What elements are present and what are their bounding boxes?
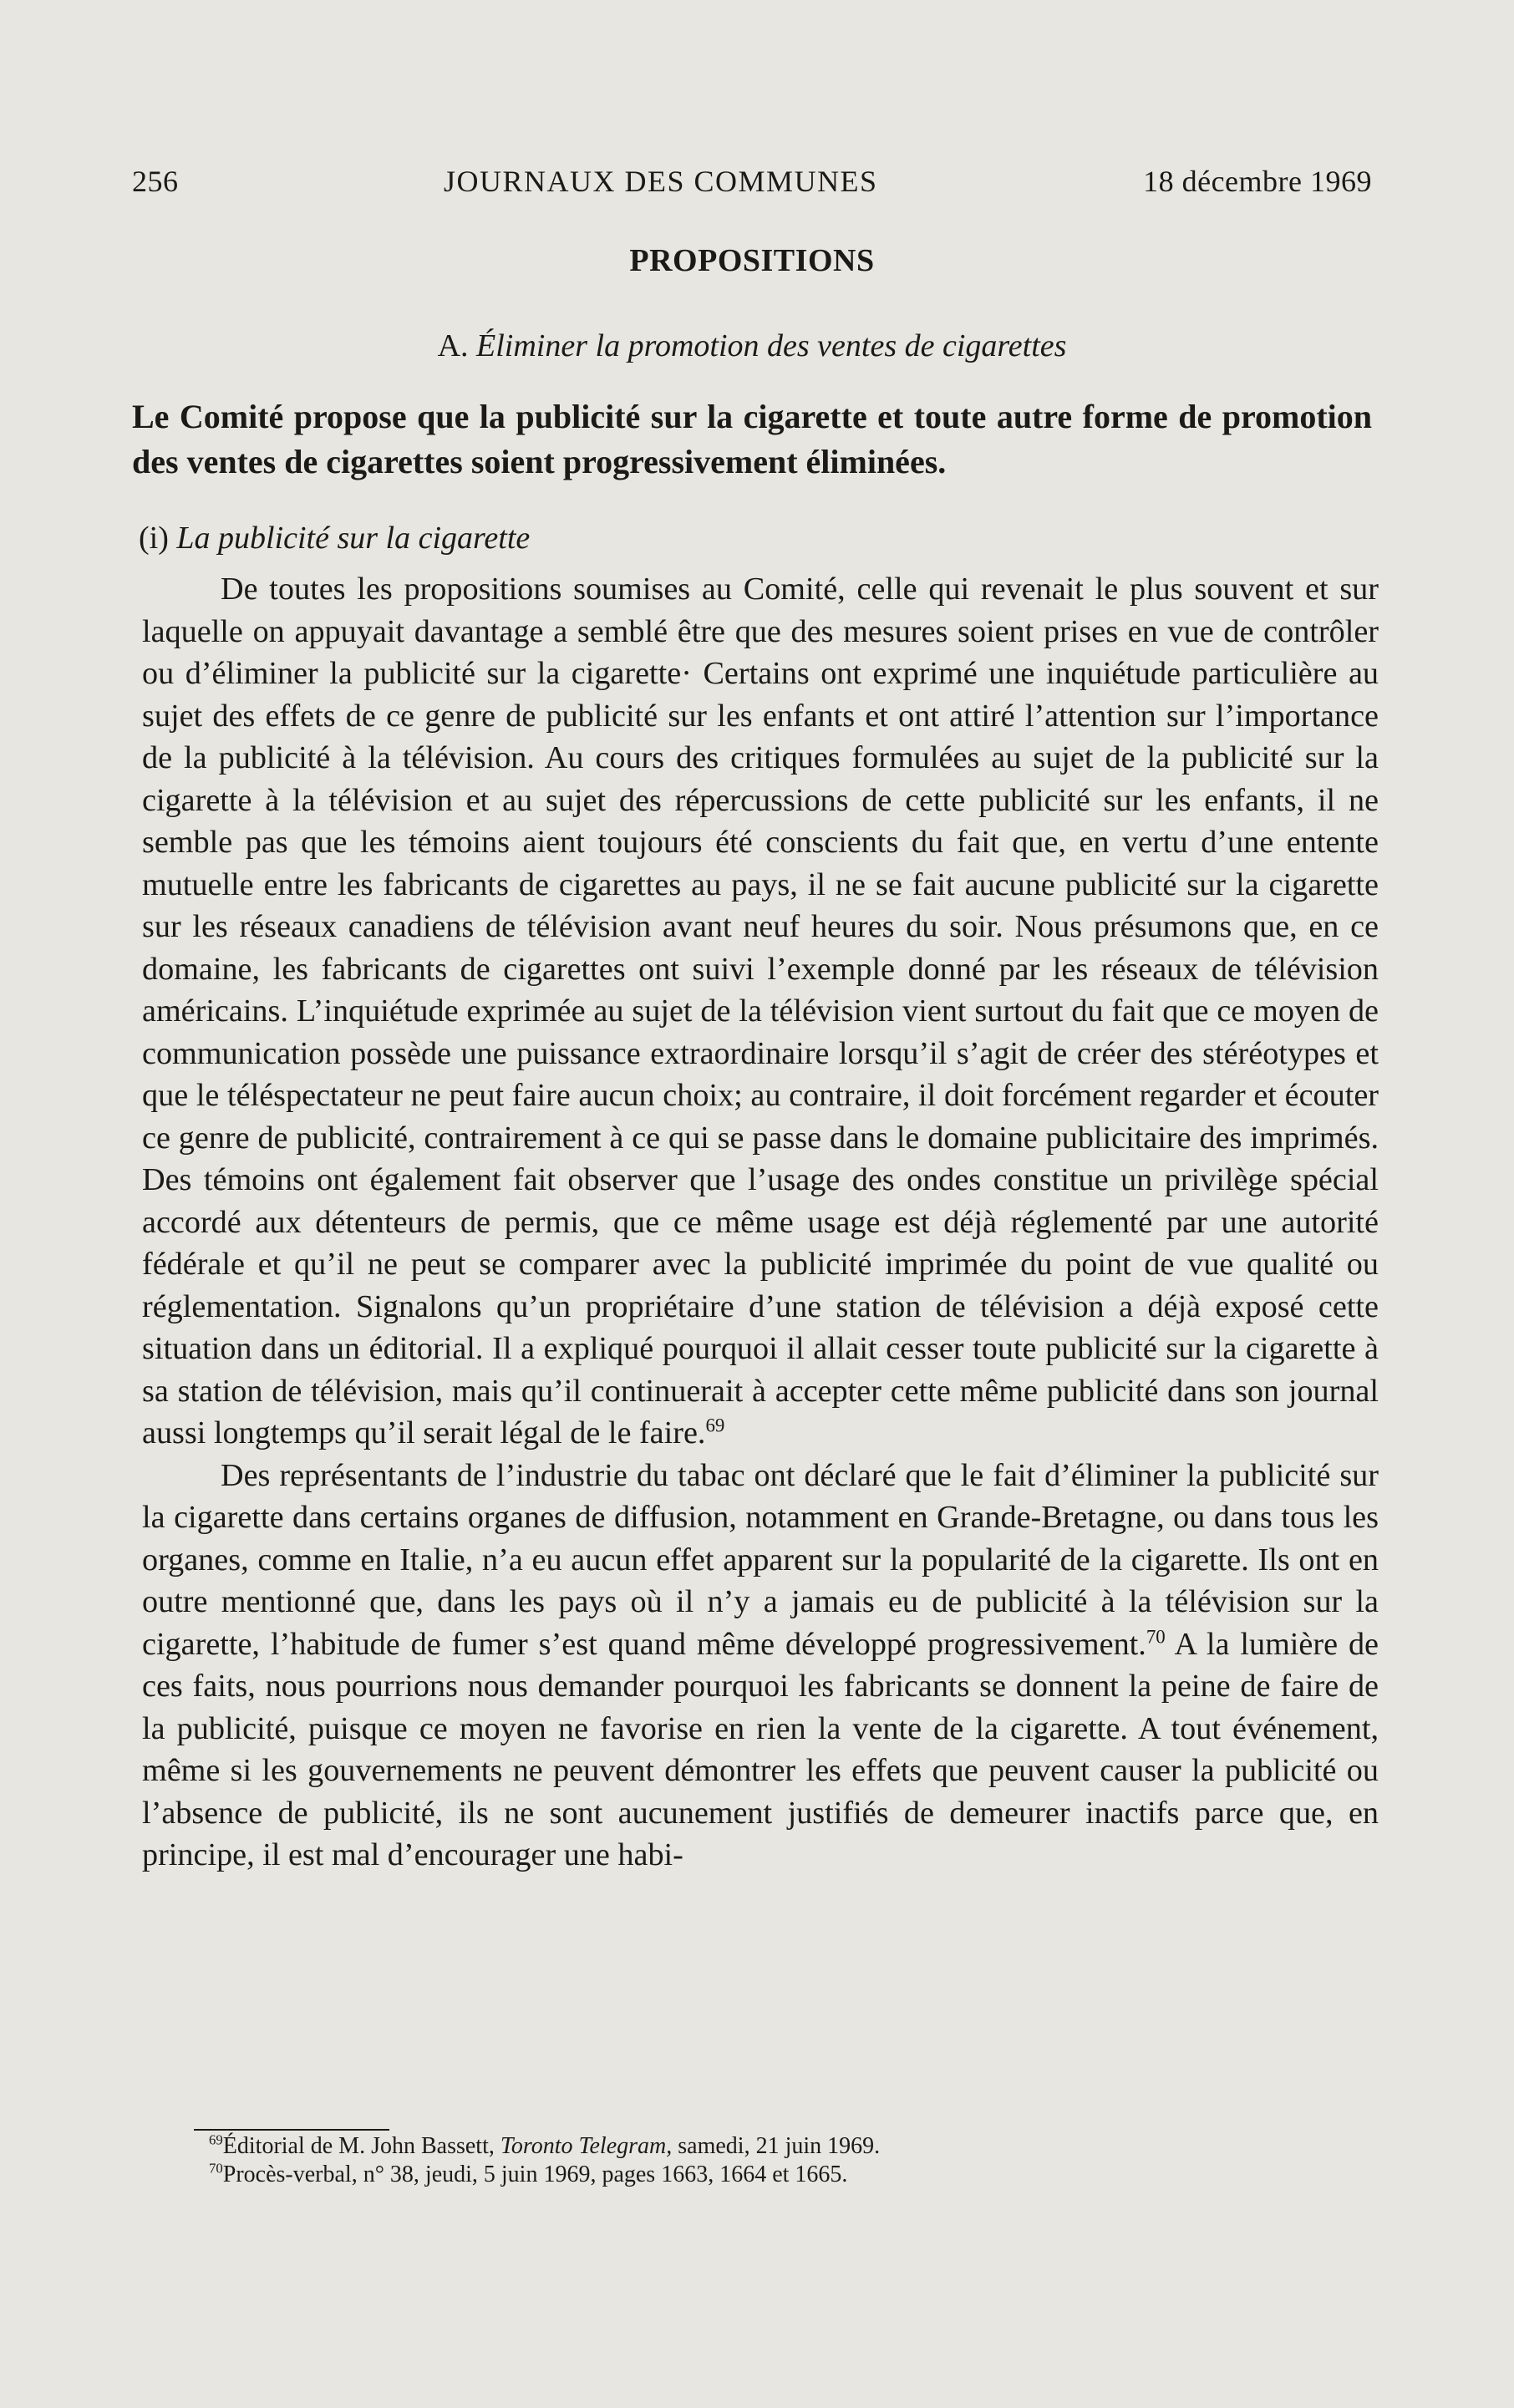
sub-heading-title: La publicité sur la cigarette [176, 521, 531, 556]
sub-heading-number: (i) [139, 521, 169, 556]
paragraph-2-text-b: A la lumière de ces faits, nous pourrions nous demander pourquoi les fabricants se donnent la peine de faire de la publicité, puisque ce moyen ne favorise en rien la vente de la cigarette. A tout événement, même si les gouvernements ne peuvent démontrer les effets que peuvent causer la publicité ou l’absence de publicité, ils ne sont aucunement justifiés de demeurer inactifs parce que, en principe, il est mal d’encourager une habi- [142, 1626, 1379, 1872]
footnotes [209, 2132, 1379, 2189]
section-title: PROPOSITIONS [629, 243, 875, 278]
body-text [142, 568, 1379, 1877]
sub-heading [139, 520, 1372, 556]
paragraph-1 [142, 568, 1379, 1455]
footnote-70 [209, 2161, 1379, 2189]
page-number: 256 [132, 165, 179, 198]
footnote-69-text-a: Éditorial de M. John Bassett, [222, 2133, 500, 2159]
footnote-divider [194, 2129, 389, 2131]
footnote-number-69: 69 [209, 2131, 223, 2148]
paragraph-2-text-a: Des représentants de l’industrie du tabac ont déclaré que le fait d’éliminer la publicité sur la cigarette dans certains organes de diffusion, notamment en Grande-Bretagne, ou dans tous les organes, comme en Italie, n’a eu aucun effet apparent sur la popularité de la cigarette. Ils ont en outre mentionné que, dans les pays où il n’y a jamais eu de publicité à la télévision sur la cigarette, l’habitude de fumer s’est quand même développé progressivement. [142, 1457, 1379, 1662]
subsection-letter: A. [437, 328, 469, 363]
footnote-ref-69[interactable]: 69 [705, 1415, 725, 1436]
footnote-70-text: Procès-verbal, n° 38, jeudi, 5 juin 1969, pages 1663, 1664 et 1665. [222, 2162, 848, 2187]
committee-proposal: Le Comité propose que la publicité sur la cigarette et toute autre forme de promotion des ventes de cigarettes soient progressivement éliminées. [132, 398, 1372, 480]
footnote-ref-70[interactable]: 70 [1146, 1625, 1166, 1647]
footnote-number-70: 70 [209, 2160, 223, 2177]
subsection-title: Éliminer la promotion des ventes de cigarettes [476, 328, 1067, 363]
subsection-heading [132, 328, 1372, 364]
journal-title: JOURNAUX DES COMMUNES [444, 165, 878, 198]
footnote-69-publication: Toronto Telegram, [500, 2133, 673, 2159]
header-date: 18 décembre 1969 [1143, 165, 1372, 198]
running-header [132, 164, 1372, 206]
footnote-69 [209, 2132, 1379, 2161]
paragraph-1-text: De toutes les propositions soumises au Comité, celle qui revenait le plus souvent et sur laquelle on appuyait davantage a semblé être que des mesures soient prises en vue de contrôler ou d’éliminer la publicité sur la cigarette· Certains ont exprimé une inquiétude particulière au sujet des effets de ce genre de publicité sur les enfants et ont attiré l’attention sur l’importance de la publicité à la télévision. Au cours des critiques formulées au sujet de la publicité sur la cigarette à la télévision et au sujet des répercussions de cette publicité sur les enfants, il ne semble pas que les témoins aient toujours été conscients du fait que, en vertu d’une entente mutuelle entre les fabricants de cigarettes au pays, il ne se fait aucune publicité sur la cigarette sur les réseaux canadiens de télévision avant neuf heures du soir. Nous présumons que, en ce domaine, les fabricants de cigarettes ont suivi l’exemple donné par les réseaux de télévision américains. L’inquiétude exprimée au sujet de la télévision vient surtout du fait que ce moyen de communication possède une puissance extraordinaire lorsqu’il s’agit de créer des stéréotypes et que le téléspectateur ne peut faire aucun choix; au contraire, il doit forcément regarder et écouter ce genre de publicité, contrairement à ce qui se passe dans le domaine publicitaire des imprimés. Des témoins ont également fait observer que l’usage des ondes constitue un privilège spécial accordé aux détenteurs de permis, que ce même usage est déjà réglementé par une autorité fédérale et qu’il ne peut se comparer avec la publicité imprimée du point de vue qualité ou réglementation. Signalons qu’un propriétaire d’une station de télévision a déjà exposé cette situation dans un éditorial. Il a expliqué pourquoi il allait cesser toute publicité sur la cigarette à sa station de télévision, mais qu’il continuerait à accepter cette même publicité dans son journal aussi longtemps qu’il serait légal de le faire. [142, 572, 1379, 1450]
footnote-69-text-b: samedi, 21 juin 1969. [672, 2133, 881, 2159]
paragraph-2 [142, 1455, 1379, 1877]
